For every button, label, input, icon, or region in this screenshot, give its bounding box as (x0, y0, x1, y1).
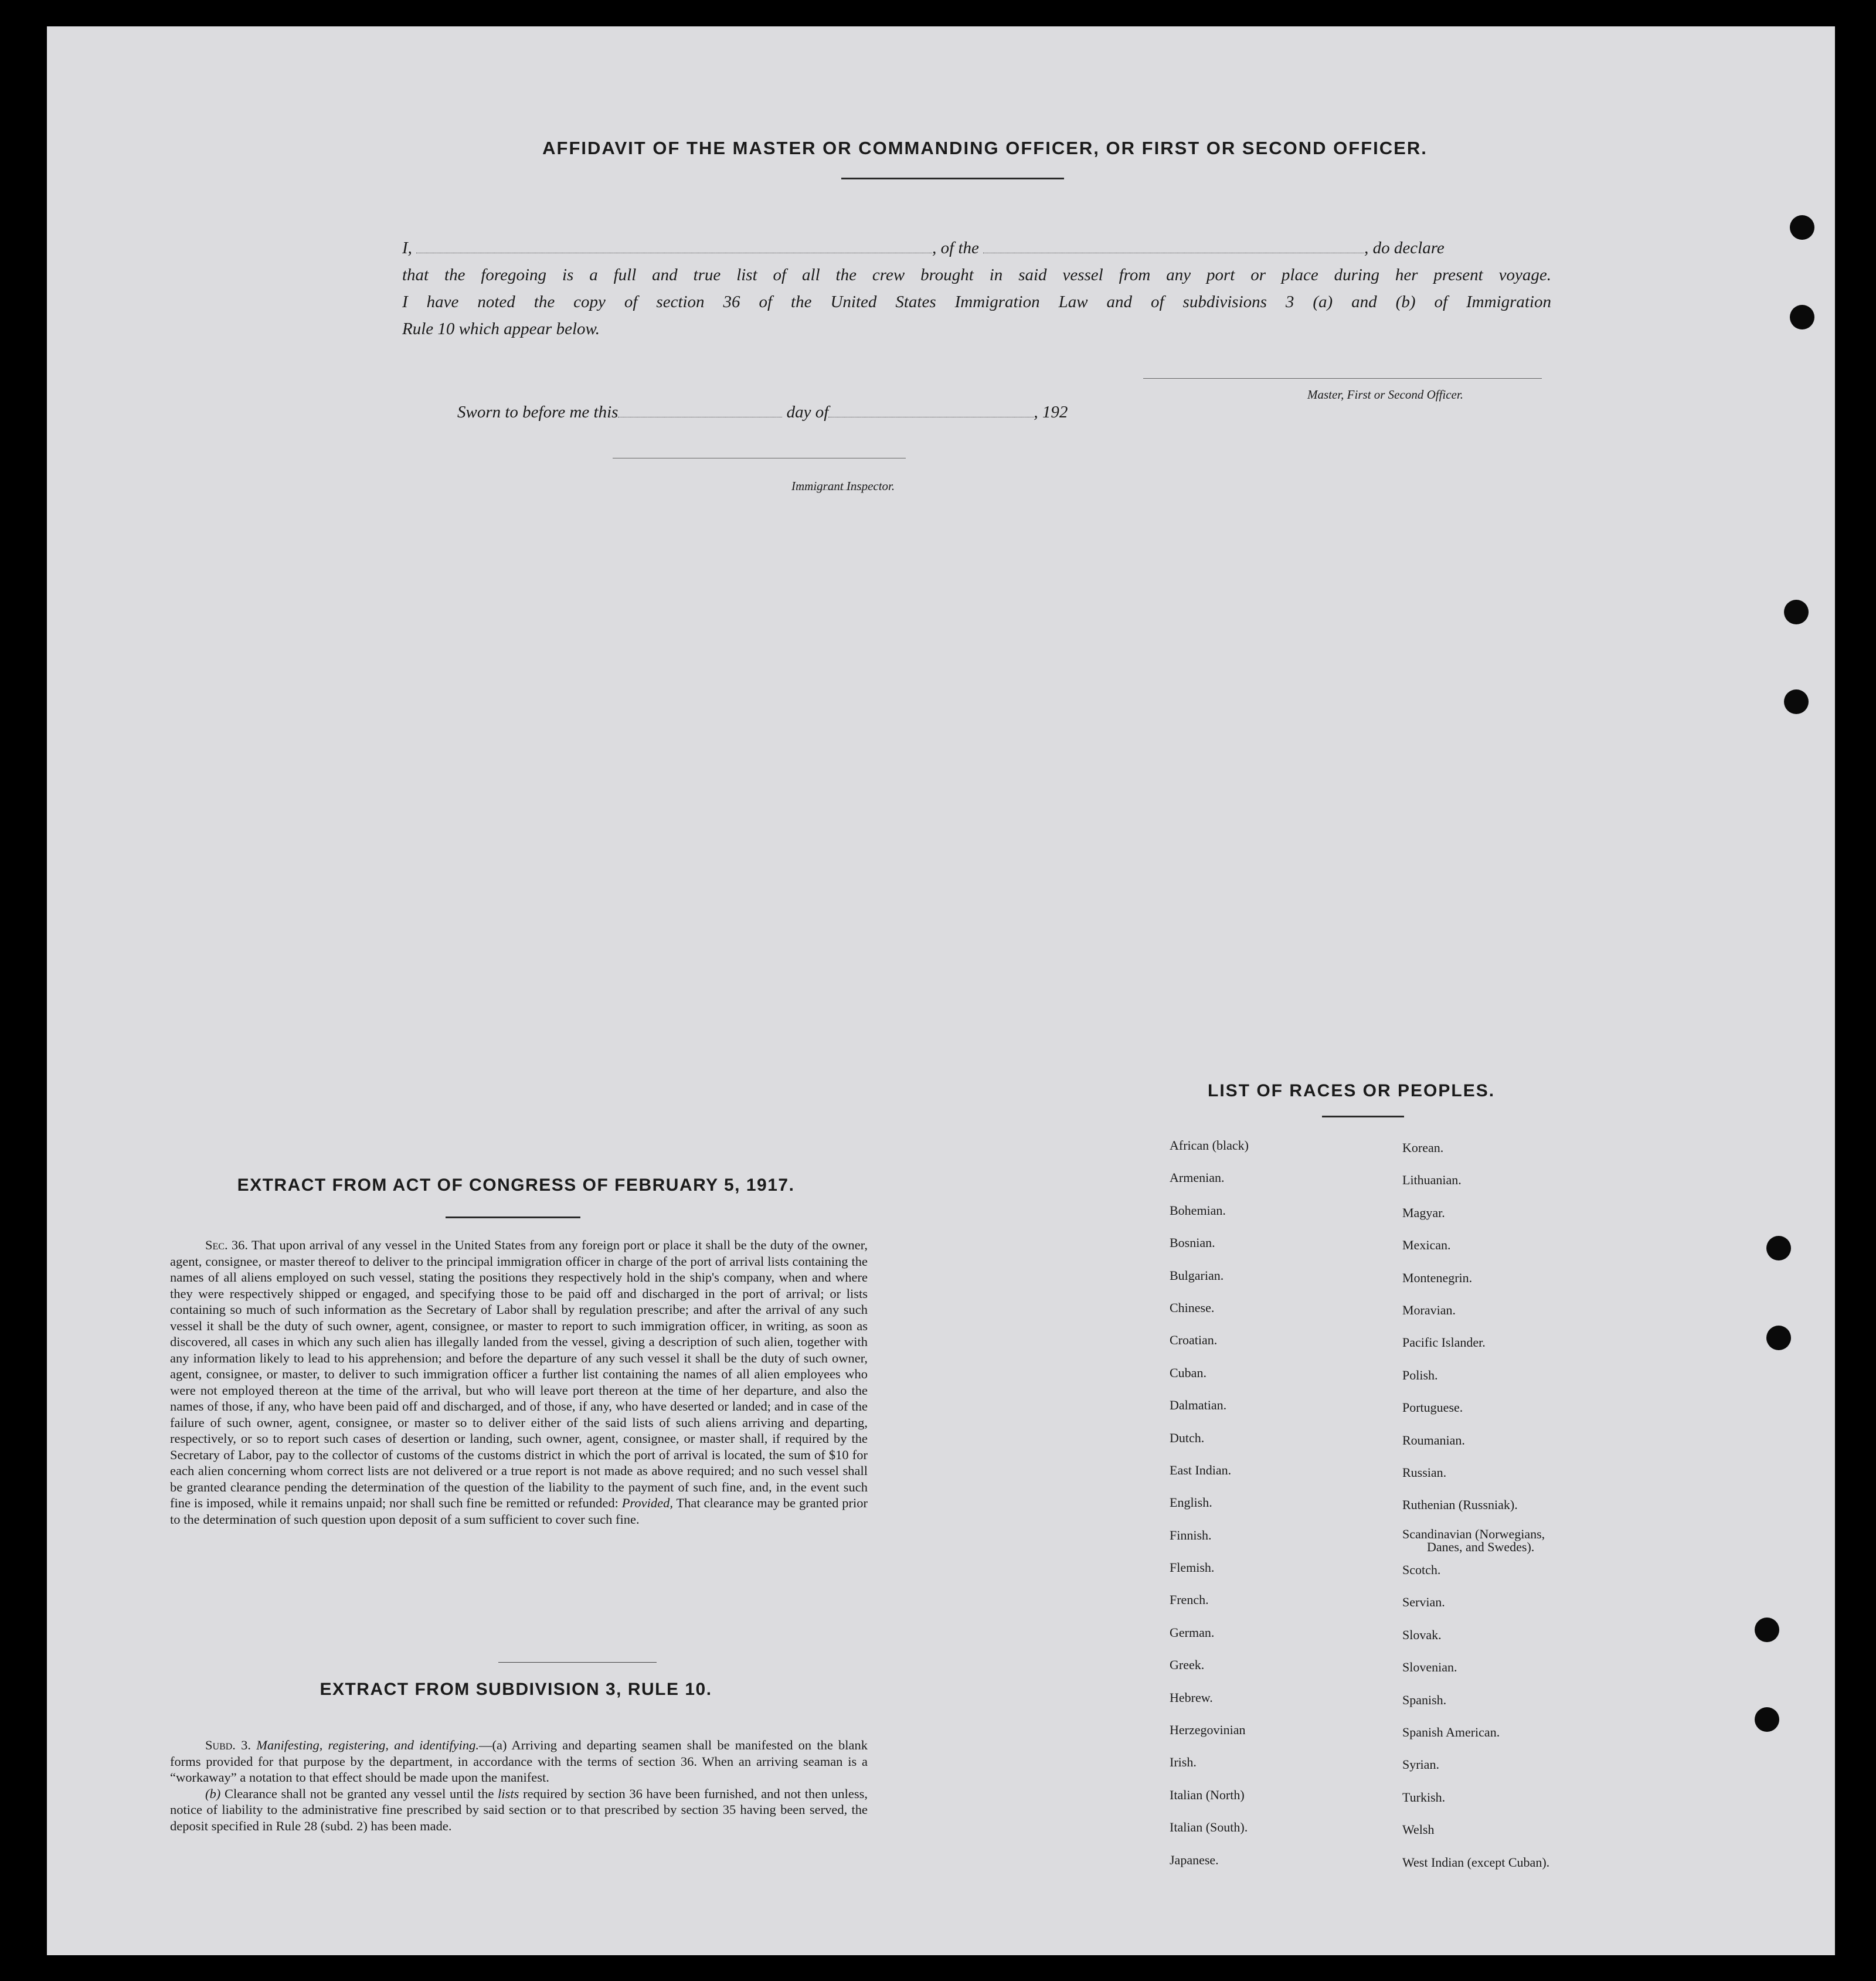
races-left-column (1170, 1138, 1249, 1885)
race-item: Italian (North) (1170, 1787, 1245, 1802)
sworn-text: Sworn to before me this (457, 403, 618, 422)
race-item: German. (1170, 1625, 1215, 1640)
race-item: English. (1170, 1495, 1212, 1510)
races-title-rule (1322, 1116, 1404, 1117)
race-item: Mexican. (1402, 1238, 1451, 1253)
punch-hole (1766, 1236, 1791, 1260)
race-item: African (black) (1170, 1138, 1249, 1153)
race-item: Slovenian. (1402, 1660, 1457, 1675)
race-item: Servian. (1402, 1595, 1445, 1610)
race-item: Italian (South). (1170, 1820, 1248, 1835)
paragraph-text: Arriving and departing seamen shall be manifested on the blank forms provided for that purpose by the department, in accordance with the terms of section 36. When an arriving seaman is a “workaway” a notation to that effect should be made upon the manifest. (170, 1738, 868, 1785)
races-title: LIST OF RACES OR PEOPLES. (1208, 1081, 1496, 1100)
affidavit-text: I, (402, 239, 412, 257)
race-item: Chinese. (1170, 1300, 1215, 1315)
race-item-continuation: Danes, and Swedes). (1427, 1539, 1535, 1554)
paragraph-text: required by section 36 have been furnished, and not then unless, notice of liability to the administrative fine prescribed by said section or to that prescribed by section 35 having been served, the deposit specified in Rule 28 (subd. 2) has been made. (170, 1786, 868, 1833)
race-item: Greek. (1170, 1657, 1205, 1673)
punch-hole (1790, 305, 1814, 329)
affidavit-text: , of the (932, 239, 979, 257)
race-item: Magyar. (1402, 1205, 1445, 1220)
affidavit-title-rule (841, 178, 1064, 179)
race-item: Bosnian. (1170, 1235, 1215, 1251)
subdivision-label: Subd. 3. (205, 1738, 251, 1752)
document-page (47, 26, 1835, 1955)
race-item: Irish. (1170, 1755, 1197, 1770)
affidavit-statement-line: that the foregoing is a full and true list of all the crew brought in said vessel from any port or place during her present voyage. (402, 266, 1551, 284)
subdivision-a-paragraph (170, 1737, 868, 1786)
subdivision-heading: Manifesting, registering, and identifying. (256, 1738, 480, 1752)
lists-word: lists (498, 1786, 519, 1801)
race-item: Croatian. (1170, 1333, 1218, 1348)
race-item: Herzegovinian (1170, 1722, 1246, 1738)
affidavit-statement-line: Rule 10 which appear below. (402, 320, 600, 338)
race-item: Scotch. (1402, 1562, 1441, 1578)
master-signature-line[interactable] (1143, 378, 1542, 379)
race-item: Spanish American. (1402, 1725, 1500, 1740)
proviso-word: Provided, (621, 1496, 673, 1510)
affidavit-statement-line: I have noted the copy of section 36 of the United States Immigration Law and of subdivisions 3 (a) and (b) of Immigration (402, 293, 1551, 311)
section-text: That upon arrival of any vessel in the United States from any foreign port or place it shall be the duty of the owner, agent, consignee, or master thereof to deliver to the principal immigration officer in charge of the port of arrival lists containing the names of all aliens employed on such vessel, stating the positions they respectively hold in the ship's company, when and where they were respectively shipped or engaged, and specifying those to be paid off and discharged in the port of arrival; or lists containing so much of such information as the Secretary of Labor shall by regulation prescribe; and after the arrival of any such vessel it shall be the duty of such owner, agent, consignee, or master to report to such immigration officer, in writing, as soon as discovered, all cases in which any such alien has illegally landed from the vessel, giving a description of such alien, together with any information likely to lead to his apprehension; and before the departure of any such vessel it shall be the duty of such owner, agent, consignee, or master, to deliver to such immigration officer a further list containing the names of all alien employees who were not employed thereon at the time of the arrival, but who will leave port thereon at the time of her departure, and also the names of those, if any, who have been paid off and discharged, and of those, if any, who have deserted or landed; and in case of the failure of such owner, agent, consignee, or master so to deliver either of the said lists of such aliens arriving and departing, respectively, or so to report such cases of desertion or landing, such owner, agent, consignee, or master shall, if required by the Secretary of Labor, pay to the collector of customs of the customs district in which the port of arrival is located, the sum of $10 for each alien concerning whom correct lists are not delivered or a true report is not made as above required; and no such vessel shall be granted clearance pending the determination of the question of the liability to the payment of such fine, and, in the event such fine is imposed, while it remains unpaid; nor shall such fine be remitted or refunded: (170, 1238, 868, 1510)
inspector-caption: Immigrant Inspector. (791, 479, 895, 493)
section-divider (498, 1662, 657, 1663)
race-item: Spanish. (1402, 1692, 1447, 1707)
race-item: Flemish. (1170, 1560, 1215, 1575)
races-right-column (1402, 1140, 1549, 1887)
subdivision-b-paragraph (170, 1786, 868, 1834)
day-blank-field[interactable] (618, 416, 782, 417)
punch-hole (1784, 600, 1809, 624)
race-item (1402, 1527, 1549, 1562)
race-item: Portuguese. (1402, 1400, 1463, 1415)
paragraph-marker: (b) (205, 1786, 221, 1801)
section-label: Sec. 36. (205, 1238, 249, 1252)
race-item: Montenegrin. (1402, 1270, 1473, 1285)
race-item: Ruthenian (Russniak). (1402, 1497, 1518, 1513)
race-item: Japanese. (1170, 1852, 1219, 1867)
name-blank-field[interactable] (416, 252, 932, 253)
race-item: Pacific Islander. (1402, 1335, 1486, 1350)
race-item: Dutch. (1170, 1430, 1205, 1445)
punch-hole (1784, 689, 1809, 714)
race-item: French. (1170, 1592, 1209, 1608)
race-item: Bulgarian. (1170, 1268, 1224, 1283)
section-36-text (170, 1237, 868, 1527)
race-item: Lithuanian. (1402, 1173, 1462, 1188)
paragraph-marker: —(a) (479, 1738, 507, 1752)
race-item: Finnish. (1170, 1527, 1212, 1542)
race-item: Polish. (1402, 1367, 1438, 1382)
affidavit-text: , do declare (1364, 239, 1445, 257)
month-blank-field[interactable] (828, 416, 1034, 417)
punch-hole (1755, 1707, 1779, 1732)
race-item: Turkish. (1402, 1789, 1446, 1805)
race-item: Dalmatian. (1170, 1398, 1227, 1413)
race-item: Cuban. (1170, 1365, 1207, 1380)
race-item-text: Scandinavian (Norwegians, (1402, 1526, 1545, 1541)
rule-extract-title: EXTRACT FROM SUBDIVISION 3, RULE 10. (320, 1680, 712, 1699)
punch-hole (1766, 1326, 1791, 1350)
sworn-text: , 192 (1034, 403, 1068, 422)
act-extract-title-rule (446, 1217, 580, 1218)
race-item: Bohemian. (1170, 1202, 1226, 1218)
race-item: East Indian. (1170, 1462, 1232, 1477)
race-item: Hebrew. (1170, 1690, 1213, 1705)
race-item: West Indian (except Cuban). (1402, 1854, 1550, 1870)
sworn-text: day of (786, 403, 829, 422)
race-item: Slovak. (1402, 1627, 1442, 1642)
vessel-blank-field[interactable] (983, 252, 1364, 253)
paragraph-text: Clearance shall not be granted any vessel until the (224, 1786, 494, 1801)
master-signature-caption: Master, First or Second Officer. (1307, 388, 1463, 402)
rule-10-text (170, 1737, 868, 1834)
section-text: That clearance may be granted prior to the determination of such question upon deposit of a sum sufficient to cover such fine. (170, 1496, 868, 1527)
punch-hole (1790, 215, 1814, 240)
race-item: Moravian. (1402, 1302, 1456, 1317)
affidavit-title: AFFIDAVIT OF THE MASTER OR COMMANDING OFFICER, OR FIRST OR SECOND OFFICER. (542, 138, 1428, 158)
race-item: Armenian. (1170, 1170, 1225, 1185)
race-item: Welsh (1402, 1822, 1435, 1837)
race-item: Roumanian. (1402, 1432, 1465, 1447)
race-item: Korean. (1402, 1140, 1444, 1155)
punch-hole (1755, 1618, 1779, 1642)
affidavit-declaration-line (402, 239, 1445, 258)
race-item: Russian. (1402, 1464, 1447, 1480)
race-item: Syrian. (1402, 1757, 1439, 1772)
act-extract-title: EXTRACT FROM ACT OF CONGRESS OF FEBRUARY 5, 1917. (237, 1175, 795, 1195)
sworn-line (457, 403, 1068, 422)
